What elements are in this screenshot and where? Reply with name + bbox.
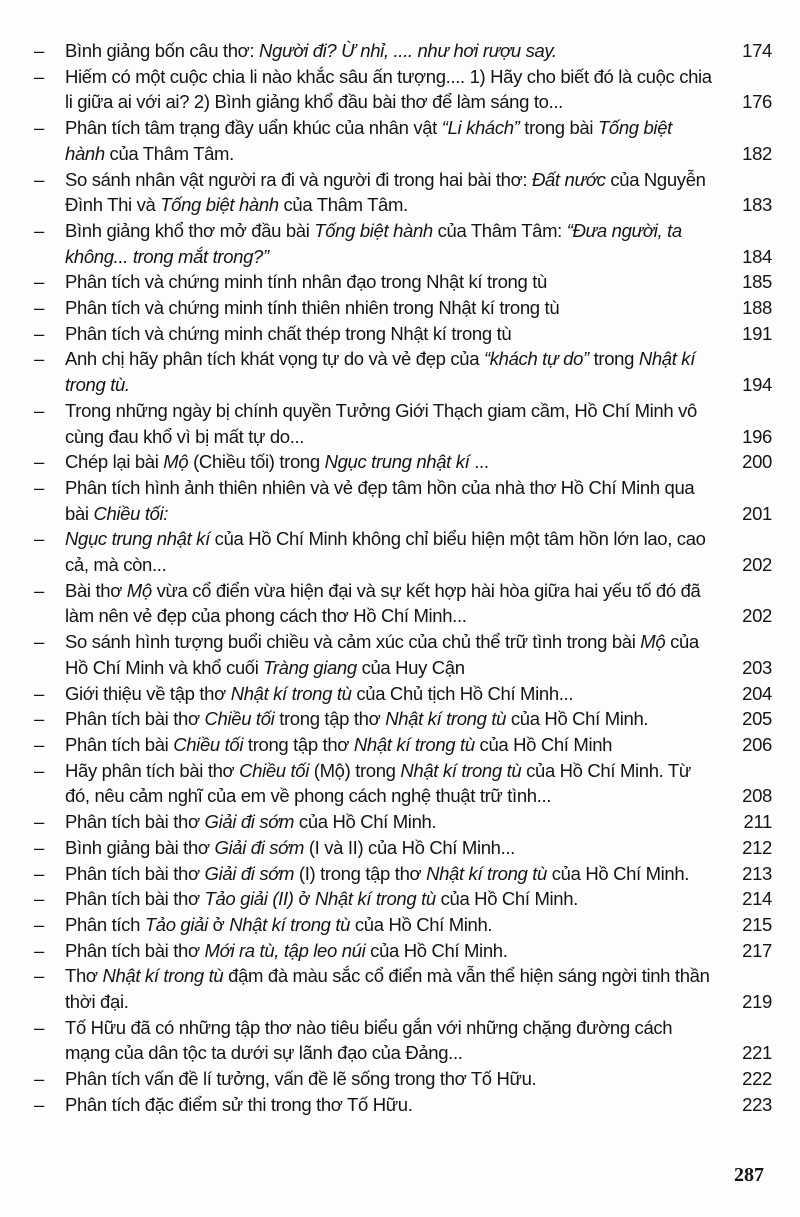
entry-dash: – <box>34 451 44 473</box>
toc-entry <box>34 758 772 809</box>
entry-dash: – <box>34 913 44 935</box>
toc-entry <box>34 475 772 526</box>
entry-title-text: của Huy Cận <box>356 656 465 678</box>
entry-page-number: 185 <box>742 271 772 293</box>
toc-entry <box>34 912 772 938</box>
entry-title <box>65 912 728 938</box>
toc-entry <box>34 115 772 166</box>
entry-title-text: (Chiều tối) trong <box>188 451 325 473</box>
entry-title-italic: “Li khách” <box>441 117 520 139</box>
entry-title <box>65 681 728 707</box>
toc-entry <box>34 578 772 629</box>
entry-title <box>65 218 728 269</box>
toc-entry <box>34 1015 772 1066</box>
entry-dash: – <box>34 399 44 421</box>
entry-page-number: 194 <box>742 374 772 396</box>
entry-title-italic: Chiều tối <box>239 759 309 781</box>
entry-title <box>65 1092 728 1118</box>
entry-title-text: ... <box>469 451 489 473</box>
entry-dash: – <box>34 1068 44 1090</box>
entry-title-text: Trong những ngày bị chính quyền Tưởng Giới Thạch giam cầm, Hồ Chí Minh vô cùng đau khổ vì bị mất tự do... <box>65 399 697 447</box>
entry-title <box>65 963 728 1014</box>
entry-title-text: Phân tích bài thơ <box>65 811 205 833</box>
entry-title-text: Bình giảng bốn câu thơ: <box>65 40 260 61</box>
entry-title-text: Hiếm có một cuộc chia li nào khắc sâu ấn tượng.... 1) Hãy cho biết đó là cuộc chia li giữa ai với ai? 2) Bình giảng khổ đầu bài thơ để làm sáng to... <box>65 65 712 113</box>
entry-title-text: ở <box>293 888 315 910</box>
entry-title-italic: Tảo giải <box>144 913 208 935</box>
entry-dash: – <box>34 862 44 884</box>
entry-title-text: Chép lại bài <box>65 451 164 473</box>
entry-dash: – <box>34 271 44 293</box>
entry-page-number: 196 <box>742 425 772 447</box>
entry-page-number: 213 <box>742 862 772 884</box>
entry-page-number: 176 <box>742 91 772 113</box>
entry-title-text: trong bài <box>519 117 598 139</box>
entry-page-number: 174 <box>742 40 772 61</box>
entry-title <box>65 732 728 758</box>
entry-title-italic: Nhật kí trong tù <box>229 913 351 935</box>
entry-page-number: 201 <box>742 502 772 524</box>
toc-entry <box>34 38 772 64</box>
entry-title <box>65 809 728 835</box>
toc-entry <box>34 346 772 397</box>
entry-title-italic: Mới ra tù, tập leo núi <box>204 939 366 961</box>
toc-entry <box>34 526 772 577</box>
entry-title <box>65 295 728 321</box>
entry-title-text: Phân tích và chứng minh chất thép trong Nhật kí trong tù <box>65 322 512 344</box>
entry-title-italic: Nhật kí trong tù <box>385 708 507 730</box>
entry-dash: – <box>34 297 44 319</box>
entry-title <box>65 269 728 295</box>
toc-entry <box>34 886 772 912</box>
entry-title-text: của Hồ Chí Minh. <box>546 862 690 884</box>
toc-entry <box>34 706 772 732</box>
entry-title-text: Hãy phân tích bài thơ <box>65 759 240 781</box>
entry-page-number: 183 <box>742 194 772 216</box>
entry-dash: – <box>34 219 44 241</box>
entry-title-text: So sánh hình tượng buổi chiều và cảm xúc của chủ thể trữ tình trong bài <box>65 631 641 653</box>
entry-title-text: của Hồ Chí Minh. <box>435 888 578 910</box>
entry-title-text: Phân tích và chứng minh tính thiên nhiên trong Nhật kí trong tù <box>65 297 560 319</box>
entry-title <box>65 706 728 732</box>
entry-dash: – <box>34 759 44 781</box>
entry-title <box>65 1015 728 1066</box>
entry-title-italic: Nhật kí trong tù. <box>65 348 695 396</box>
entry-dash: – <box>34 117 44 139</box>
entry-page-number: 214 <box>742 888 772 910</box>
entry-page-number: 202 <box>742 554 772 576</box>
entry-title-italic: Người đi? Ừ nhỉ, .... như hơi rượu say. <box>259 40 557 61</box>
entry-title-italic: Giải đi sớm <box>214 836 305 858</box>
entry-dash: – <box>34 65 44 87</box>
entry-title-italic: Tống biệt hành <box>314 219 433 241</box>
entry-title-text: Phân tích bài thơ <box>65 939 205 961</box>
entry-page-number: 202 <box>742 605 772 627</box>
toc-entry <box>34 963 772 1014</box>
entry-title <box>65 1066 728 1092</box>
entry-page-number: 208 <box>742 785 772 807</box>
entry-title <box>65 346 728 397</box>
entry-dash: – <box>34 965 44 987</box>
entry-title <box>65 115 728 166</box>
entry-title <box>65 38 728 64</box>
entry-title-text: của Thâm Tâm. <box>278 194 408 216</box>
entry-page-number: 191 <box>742 322 772 344</box>
entry-title-italic: Tràng giang <box>263 656 357 678</box>
toc-entry <box>34 167 772 218</box>
entry-title <box>65 398 728 449</box>
entry-title-text: của Nguyễn Đình Thi và <box>65 168 706 216</box>
entry-title-text: của Hồ Chí Minh. <box>365 939 508 961</box>
entry-page-number: 182 <box>742 142 772 164</box>
toc-entry <box>34 1092 772 1118</box>
entry-title-text: Phân tích <box>65 913 145 935</box>
entry-title <box>65 449 728 475</box>
entry-title <box>65 758 728 809</box>
entry-title-text: Bài thơ <box>65 579 127 601</box>
entry-title-text: Phân tích tâm trạng đầy uẩn khúc của nhân vật <box>65 117 442 139</box>
entry-title-text: của Hồ Chí Minh. Từ đó, nêu cảm nghĩ của em về phong cách nghệ thuật trữ tình... <box>65 759 691 807</box>
toc-entry <box>34 809 772 835</box>
entry-dash: – <box>34 733 44 755</box>
entry-title-italic: Chiều tối <box>204 708 275 730</box>
toc-entry <box>34 218 772 269</box>
entry-title-text: của Hồ Chí Minh. <box>294 811 437 833</box>
entry-dash: – <box>34 40 44 61</box>
toc-entry <box>34 269 772 295</box>
entry-title-text: Phân tích và chứng minh tính nhân đạo trong Nhật kí trong tù <box>65 271 547 293</box>
entry-title-italic: Tảo giải (II) <box>204 888 294 910</box>
entry-title-text: Phân tích bài thơ <box>65 862 205 884</box>
entry-page-number: 188 <box>742 297 772 319</box>
entry-title-text: Phân tích hình ảnh thiên nhiên và vẻ đẹp tâm hồn của nhà thơ Hồ Chí Minh qua bài <box>65 476 695 524</box>
entry-title-italic: “khách tự do” <box>483 348 589 370</box>
entry-title-text: (I) trong tập thơ <box>294 862 427 884</box>
entry-dash: – <box>34 631 44 653</box>
entry-title-text: ở <box>207 913 230 935</box>
entry-dash: – <box>34 322 44 344</box>
entry-title-text: của Hồ Chí Minh và khổ cuối <box>65 631 699 678</box>
entry-title <box>65 835 728 861</box>
entry-title-text: đậm đà màu sắc cổ điển mà vẫn thể hiện sáng ngời tinh thần thời đại. <box>65 965 710 1013</box>
entry-title-italic: “Đưa người, ta không... trong mắt trong?” <box>65 219 682 267</box>
entry-title-italic: Đất nước <box>531 168 606 190</box>
entry-dash: – <box>34 939 44 961</box>
entry-dash: – <box>34 811 44 833</box>
entry-page-number: 212 <box>742 836 772 858</box>
entry-title-italic: Nhật kí trong tù <box>230 682 352 704</box>
entry-title-italic: Mộ <box>640 631 666 653</box>
entry-title <box>65 886 728 912</box>
entry-page-number: 184 <box>742 245 772 267</box>
toc-entry <box>34 1066 772 1092</box>
entry-title <box>65 526 728 577</box>
entry-title <box>65 475 728 526</box>
entry-title-text: của Thâm Tâm. <box>104 142 234 164</box>
entry-dash: – <box>34 348 44 370</box>
toc-entry <box>34 449 772 475</box>
entry-title-italic: Tống biệt hành <box>65 117 672 164</box>
entry-title-italic: Giải đi sớm <box>204 862 295 884</box>
entry-title-italic: Mộ <box>126 579 152 601</box>
entry-page-number: 221 <box>742 1042 772 1064</box>
entry-title-text: Phân tích đặc điểm sử thi trong thơ Tố Hữu. <box>65 1093 413 1115</box>
table-of-contents <box>34 38 772 1118</box>
toc-entry <box>34 398 772 449</box>
entry-title-italic: Tống biệt hành <box>160 194 279 216</box>
entry-page-number: 215 <box>742 913 772 935</box>
entry-dash: – <box>34 579 44 601</box>
toc-entry <box>34 732 772 758</box>
entry-page-number: 200 <box>742 451 772 473</box>
entry-title-text: Phân tích bài thơ <box>65 708 205 730</box>
entry-title <box>65 578 728 629</box>
entry-title-text: vừa cổ điển vừa hiện đại và sự kết hợp hài hòa giữa hai yếu tố đó đã làm nên vẻ đẹp của phong cách thơ Hồ Chí Minh... <box>65 579 701 627</box>
toc-entry <box>34 938 772 964</box>
toc-entry <box>34 64 772 115</box>
entry-title-text: (I và II) của Hồ Chí Minh... <box>304 836 515 858</box>
entry-title-text: của Hồ Chí Minh. <box>350 913 493 935</box>
entry-title-text: Tố Hữu đã có những tập thơ nào tiêu biểu gắn với những chặng đường cách mạng của dân tộc ta dưới sự lãnh đạo của Đảng... <box>65 1016 673 1064</box>
entry-page-number: 203 <box>742 656 772 678</box>
entry-dash: – <box>34 682 44 704</box>
entry-title-italic: Chiều tối: <box>93 502 169 524</box>
toc-entry <box>34 861 772 887</box>
toc-entry <box>34 321 772 347</box>
entry-title-italic: Nhật kí trong tù <box>314 888 436 910</box>
entry-title-italic: Ngục trung nhật kí <box>65 528 210 550</box>
entry-title-text: trong <box>588 348 639 370</box>
entry-title-text: trong tập thơ <box>243 733 354 755</box>
entry-title-italic: Ngục trung nhật kí <box>324 451 470 473</box>
entry-dash: – <box>34 708 44 730</box>
entry-page-number: 219 <box>742 991 772 1013</box>
entry-title <box>65 167 728 218</box>
entry-title-text: Bình giảng khổ thơ mở đầu bài <box>65 219 315 241</box>
entry-dash: – <box>34 476 44 498</box>
entry-title-italic: Chiều tối <box>173 733 244 755</box>
entry-title-italic: Nhật kí trong tù <box>102 965 224 987</box>
entry-dash: – <box>34 1093 44 1115</box>
toc-entry <box>34 681 772 707</box>
entry-title-text: của Hồ Chí Minh. <box>506 708 649 730</box>
entry-title-text: của Chủ tịch Hồ Chí Minh... <box>351 682 574 704</box>
entry-dash: – <box>34 888 44 910</box>
page-number: 287 <box>734 1164 764 1186</box>
entry-title-italic: Giải đi sớm <box>204 811 295 833</box>
entry-title-text: Phân tích bài thơ <box>65 888 205 910</box>
toc-entry <box>34 629 772 680</box>
entry-title-text: của Hồ Chí Minh <box>474 733 613 755</box>
entry-dash: – <box>34 836 44 858</box>
entry-title-text: Anh chị hãy phân tích khát vọng tự do và vẻ đẹp của <box>65 348 484 370</box>
entry-title-italic: Nhật kí trong tù <box>400 759 522 781</box>
entry-title <box>65 629 728 680</box>
entry-title <box>65 938 728 964</box>
entry-title-italic: Mộ <box>163 451 189 473</box>
entry-title-text: của Hồ Chí Minh không chỉ biểu hiện một tâm hồn lớn lao, cao cả, mà còn... <box>65 528 706 576</box>
entry-title-text: trong tập thơ <box>274 708 386 730</box>
entry-title-text: Bình giảng bài thơ <box>65 836 215 858</box>
entry-title-text: Thơ <box>65 965 103 987</box>
entry-page-number: 223 <box>742 1093 772 1115</box>
entry-title-text: Phân tích bài <box>65 733 174 755</box>
entry-page-number: 217 <box>742 939 772 961</box>
entry-page-number: 211 <box>743 811 772 833</box>
entry-title <box>65 321 728 347</box>
entry-title <box>65 64 728 115</box>
entry-dash: – <box>34 1016 44 1038</box>
entry-title-text: (Mộ) trong <box>309 759 401 781</box>
entry-title-italic: Nhật kí trong tù <box>353 733 475 755</box>
entry-dash: – <box>34 528 44 550</box>
toc-entry <box>34 295 772 321</box>
entry-title-text: Phân tích vấn đề lí tưởng, vấn đề lẽ sống trong thơ Tố Hữu. <box>65 1068 537 1090</box>
entry-title-text: của Thâm Tâm: <box>432 219 567 241</box>
entry-title <box>65 861 728 887</box>
entry-title-text: So sánh nhân vật người ra đi và người đi trong hai bài thơ: <box>65 168 532 190</box>
entry-page-number: 222 <box>742 1068 772 1090</box>
toc-entry <box>34 835 772 861</box>
entry-page-number: 204 <box>742 682 772 704</box>
entry-page-number: 205 <box>742 708 772 730</box>
entry-page-number: 206 <box>742 733 772 755</box>
entry-title-text: Giới thiệu về tập thơ <box>65 682 231 704</box>
entry-dash: – <box>34 168 44 190</box>
entry-title-italic: Nhật kí trong tù <box>426 862 547 884</box>
